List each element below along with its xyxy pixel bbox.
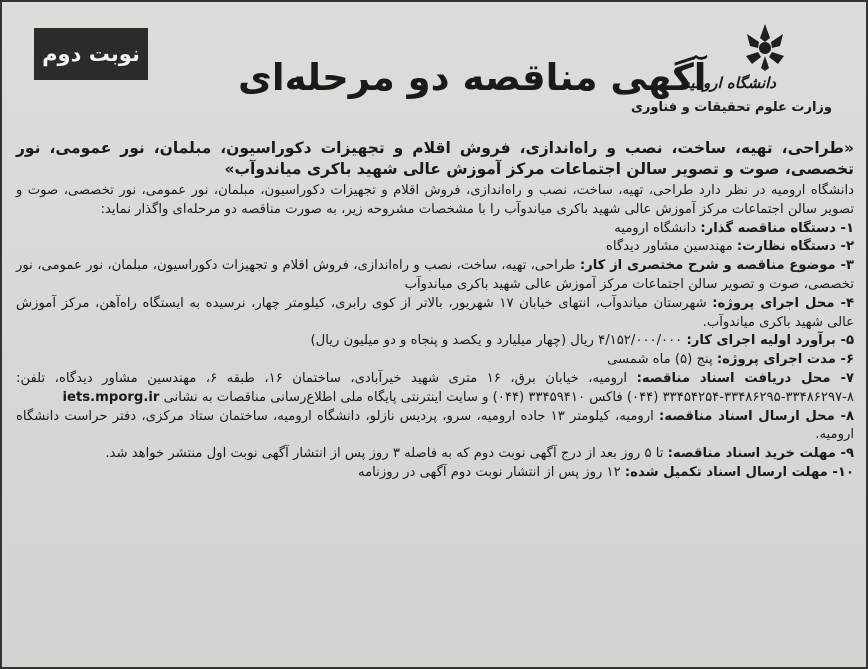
item-text: شهرستان میاندوآب، انتهای خیابان ۱۷ شهریور، بالاتر از کوی رابری، کیلومتر چهار، نرسیده به ایستگاه راه‌آهن، مرکز آموزش عالی شهید باکری میاندوآب.: [16, 295, 854, 330]
university-logo-icon: [742, 22, 788, 72]
item-text: مهندسین مشاور دیدگاه: [605, 239, 737, 255]
item-label: ۹- مهلت خرید اسناد مناقصه:: [667, 446, 854, 462]
item-label: ۷- محل دریافت اسناد مناقصه:: [636, 370, 854, 386]
item-label: ۳- موضوع مناقصه و شرح مختصری از کار:: [579, 258, 855, 274]
university-name: دانشگاه ارومیه: [682, 74, 776, 92]
tender-intro: دانشگاه ارومیه در نظر دارد طراحی، تهیه، ساخت، نصب و راه‌اندازی، فروش اقلام و تجهیزات دکوراسیون، مبلمان، نور عمومی، نور تخصصی، صوت و تصویر سالن اجتماعات مرکز آموزش عالی شهید باکری میاندوآب را با مشخصات مشروحه زیر، به صورت مناقصه دو مرحله‌ای واگذار نماید:: [16, 183, 854, 217]
item-label: ۲- دستگاه نظارت:: [736, 239, 854, 255]
item-text: پنج (۵) ماه شمسی: [607, 352, 717, 368]
item-text: طراحی، تهیه، ساخت، نصب و راه‌اندازی، فروش اقلام و تجهیزات دکوراسیون، مبلمان، نور عمومی، نور تخصصی، صوت و تصویر سالن اجتماعات مرکز آموزش عالی شهید باکری میاندوآب: [16, 258, 854, 292]
item-label: ۱۰- مهلت ارسال اسناد تکمیل شده:: [624, 464, 854, 480]
item-supervisor: [16, 238, 854, 257]
item-subject-description: [16, 257, 854, 295]
round-badge: نوبت دوم: [34, 28, 148, 80]
item-documents-pickup: [16, 370, 854, 408]
item-text: ارومیه، کیلومتر ۱۳ جاده ارومیه، سرو، پردیس نازلو، دانشگاه ارومیه، ساختمان ستاد مرکزی، دفتر حراست دانشگاه ارومیه.: [16, 408, 854, 443]
item-submission-deadline: [16, 464, 854, 483]
item-label: ۴- محل اجرای پروژه:: [712, 295, 854, 311]
tender-website-link[interactable]: iets.mporg.ir: [62, 389, 160, 405]
notice-title: آگهی مناقصه دو مرحله‌ای: [238, 56, 707, 99]
item-text: ۴/۱۵۲/۰۰۰/۰۰۰ ریال (چهار میلیارد و یکصد و پنجاه و دو میلیون ریال): [310, 333, 687, 349]
item-purchase-deadline: [16, 445, 854, 464]
item-text: تا ۵ روز بعد از درج آگهی نوبت دوم که به فاصله ۳ روز پس از انتشار آگهی نوبت اول منتشر خواهد شد.: [105, 446, 668, 462]
item-text: ارومیه، خیابان برق، ۱۶ متری شهید خیرآبادی، ساختمان ۱۶، طبقه ۶، مهندسین مشاور دیدگاه، تلفن: ۸-۳۳۴۸۶۲۹۷-۳۳۴۸۶۲۹۵-۳۳۴۵۴۲۵۴ (۰۴۴) فاکس ۳۳۴۵۹۴۱۰ (۰۴۴) و سایت اینترنتی پایگاه ملی اطلاع‌رسانی مناقصات به نشانی: [16, 370, 854, 405]
notice-header: [2, 2, 866, 142]
ministry-name: وزارت علوم تحقیقات و فناوری: [630, 100, 832, 115]
notice-body: [16, 138, 854, 483]
item-initial-estimate: [16, 332, 854, 351]
item-text: ۱۲ روز پس از انتشار نوبت دوم آگهی در روزنامه: [358, 464, 625, 480]
item-label: ۵- برآورد اولیه اجرای کار:: [686, 333, 854, 349]
item-documents-delivery: [16, 408, 854, 446]
item-label: ۸- محل ارسال اسناد مناقصه:: [659, 408, 854, 424]
item-text: دانشگاه ارومیه: [614, 220, 701, 236]
item-duration: [16, 351, 854, 370]
university-logo-block: [630, 16, 832, 116]
item-label: ۶- مدت اجرای پروژه:: [716, 352, 854, 368]
item-label: ۱- دستگاه مناقصه گذار:: [700, 220, 854, 236]
tender-subject: «طراحی، تهیه، ساخت، نصب و راه‌اندازی، فروش اقلام و تجهیزات دکوراسیون، مبلمان، نور عمومی، نور تخصصی، صوت و تصویر سالن اجتماعات مرکز آموزش عالی شهید باکری میاندوآب»: [16, 139, 854, 178]
item-project-location: [16, 295, 854, 333]
item-tender-organizer: [16, 220, 854, 239]
